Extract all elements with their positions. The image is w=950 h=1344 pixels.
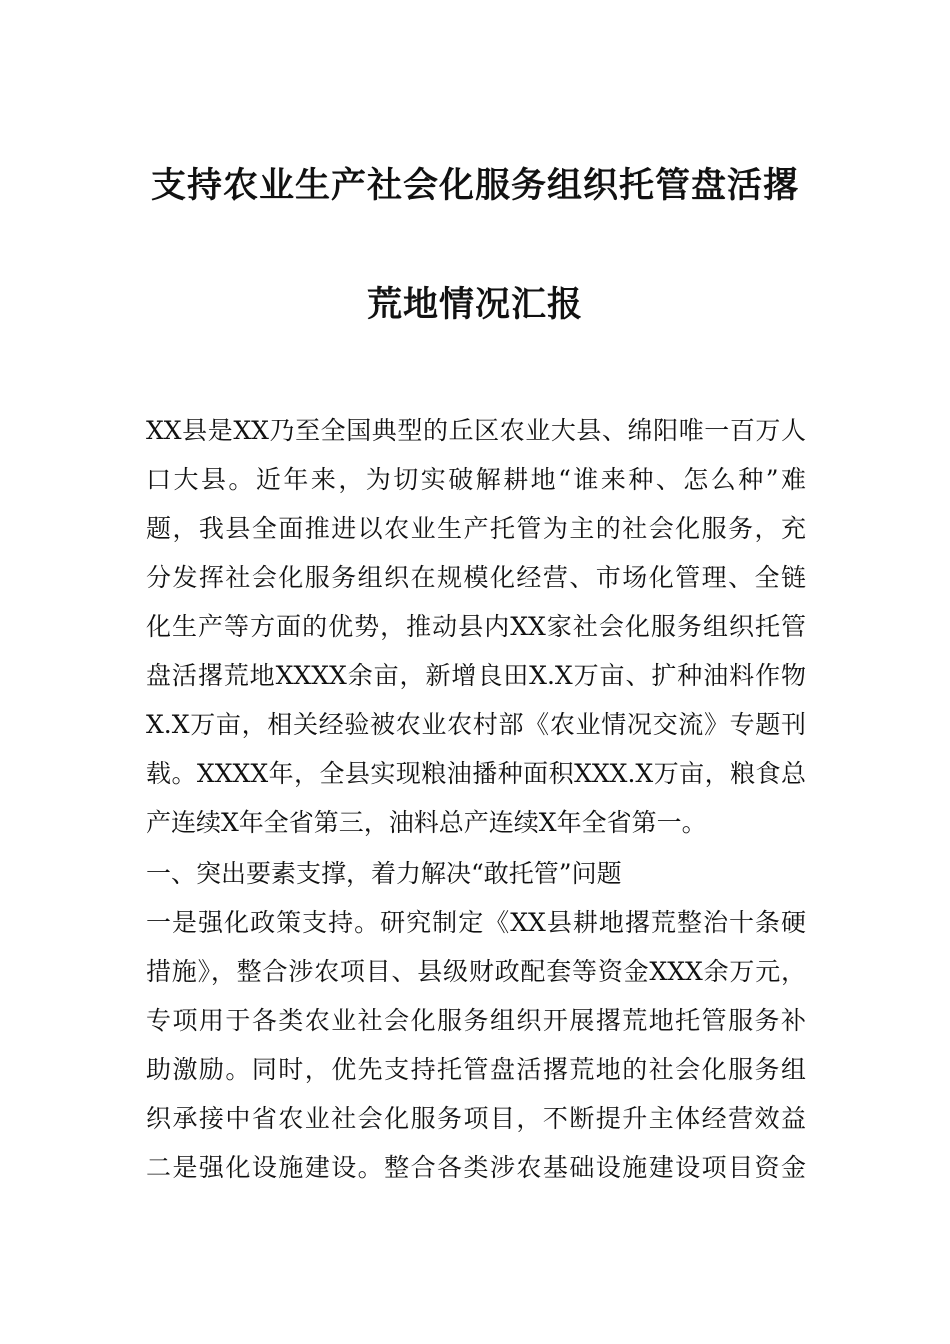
- body-line-13: 专项用于各类农业社会化服务组织开展撂荒地托管服务补: [146, 1006, 806, 1035]
- body-line-8: 载。XXXX年，全县实现粮油播种面积XXX.X万亩，粮食总: [146, 759, 806, 788]
- body-line-3: 题，我县全面推进以农业生产托管为主的社会化服务，充: [146, 514, 806, 543]
- document-title-line-1: 支持农业生产社会化服务组织托管盘活撂: [150, 166, 799, 206]
- body-line-12: 措施》，整合涉农项目、县级财政配套等资金XXX余万元，: [146, 957, 806, 986]
- body-line-1: XX县是XX乃至全国典型的丘区农业大县、绵阳唯一百万人: [146, 416, 806, 445]
- body-line-5: 化生产等方面的优势，推动县内XX家社会化服务组织托管: [146, 612, 806, 641]
- body-line-16: 二是强化设施建设。整合各类涉农基础设施建设项目资金: [146, 1153, 806, 1182]
- section-heading-1: 一、突出要素支撑，着力解决“敢托管”问题: [146, 859, 622, 888]
- body-line-2: 口大县。近年来，为切实破解耕地“谁来种、怎么种”难: [146, 465, 806, 494]
- body-line-7: X.X万亩，相关经验被农业农村部《农业情况交流》专题刊: [146, 710, 806, 739]
- body-line-14: 助激励。同时，优先支持托管盘活撂荒地的社会化服务组: [146, 1055, 806, 1084]
- document-title-line-2: 荒地情况汇报: [366, 285, 583, 325]
- body-line-15: 织承接中省农业社会化服务项目，不断提升主体经营效益: [146, 1104, 806, 1133]
- body-line-9: 产连续X年全省第三，油料总产连续X年全省第一。: [146, 808, 707, 837]
- body-line-6: 盘活撂荒地XXXX余亩，新增良田X.X万亩、扩种油料作物: [146, 661, 806, 690]
- body-line-4: 分发挥社会化服务组织在规模化经营、市场化管理、全链: [146, 563, 806, 592]
- body-line-11: 一是强化政策支持。研究制定《XX县耕地撂荒整治十条硬: [146, 908, 806, 937]
